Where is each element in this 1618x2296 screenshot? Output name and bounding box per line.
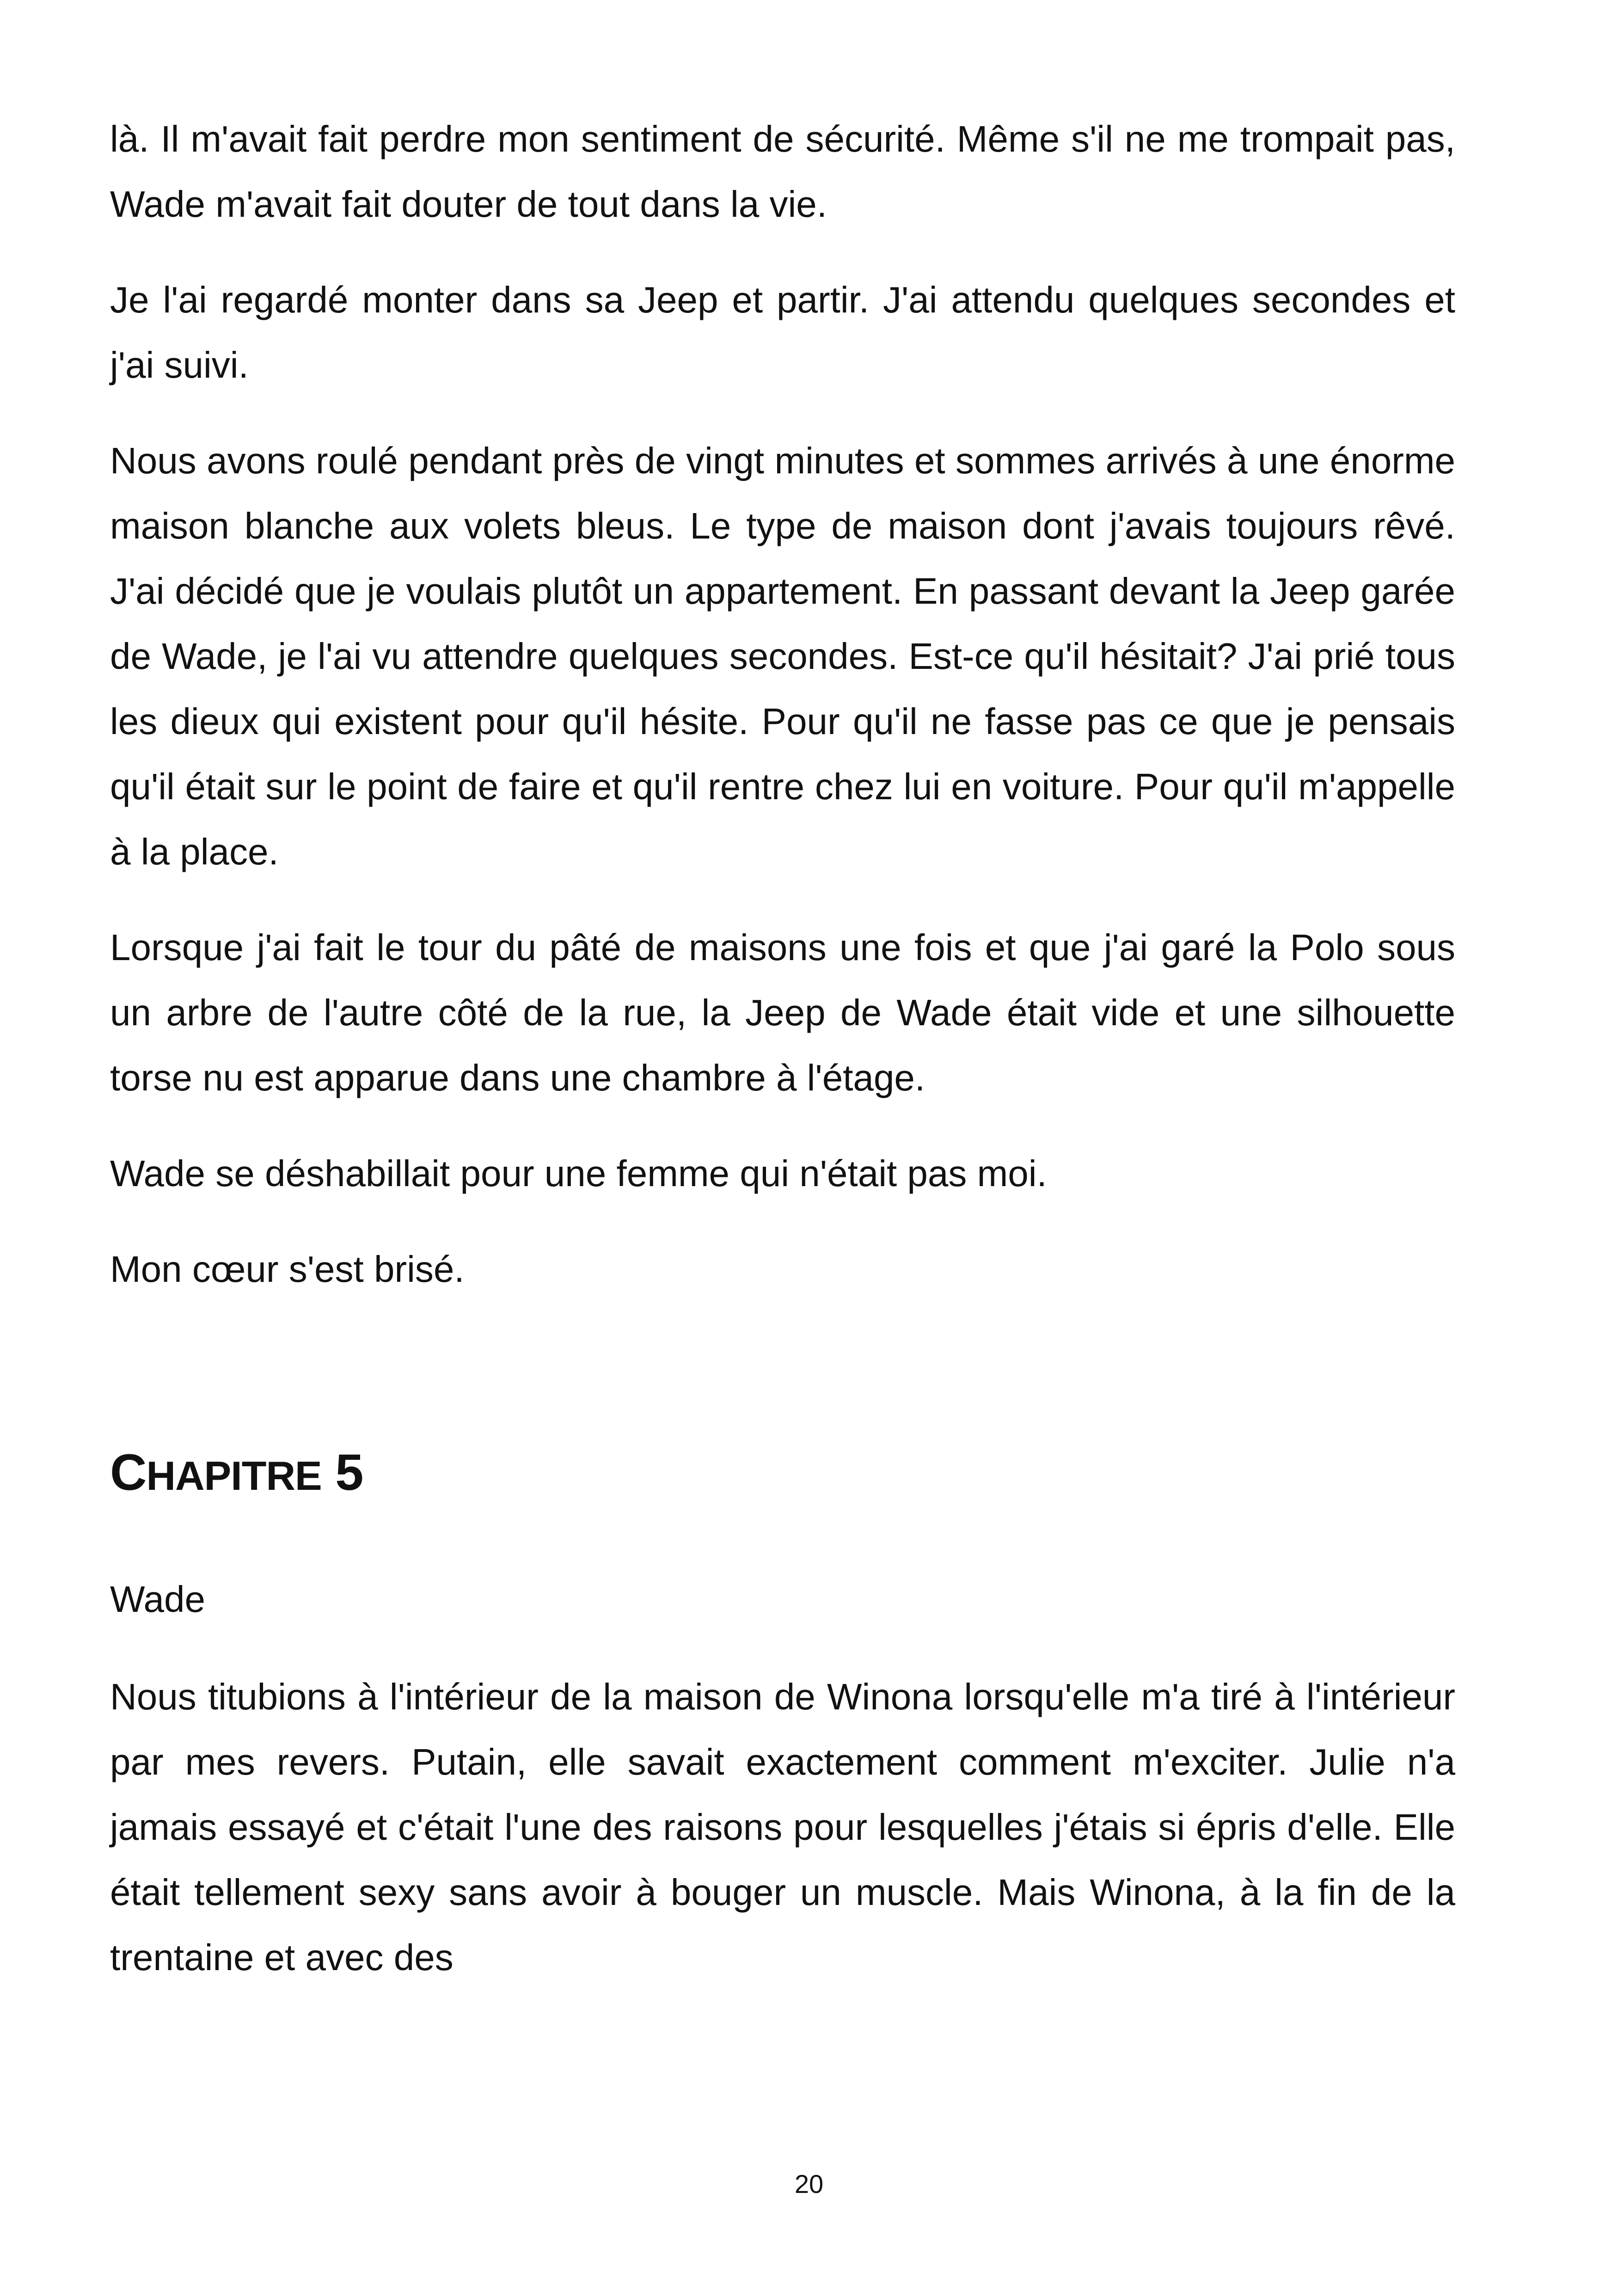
chapter-heading-initial: C (110, 1444, 147, 1501)
paragraph: Nous titubions à l'intérieur de la maison de Winona lorsqu'elle m'a tiré à l'intérieur par mes revers. Putain, elle savait exactement comment m'exciter. Julie n'a jamais essayé et c'était l'une des raisons pour lesquelles j'étais si épris d'elle. Elle était tellement sexy sans avoir à bouger un muscle. Mais Winona, à la fin de la trentaine et avec des (110, 1676, 1455, 1978)
page-number: 20 (794, 2169, 824, 2198)
paragraph: Nous avons roulé pendant près de vingt minutes et sommes arrivés à une énorme maison blanche aux volets bleus. Le type de maison dont j'avais toujours rêvé. J'ai décidé que je voulais plutôt un appartement. En passant devant la Jeep garée de Wade, je l'ai vu attendre quelques secondes. Est-ce qu'il hésitait? J'ai prié tous les dieux qui existent pour qu'il hésite. Pour qu'il ne fasse pas ce que je pensais qu'il était sur le point de faire et qu'il rentre chez lui en voiture. Pour qu'il m'appelle à la place. (110, 440, 1455, 872)
paragraph: Je l'ai regardé monter dans sa Jeep et partir. J'ai attendu quelques secondes et j'ai suivi. (110, 279, 1455, 386)
paragraph: Lorsque j'ai fait le tour du pâté de maisons une fois et que j'ai garé la Polo sous un arbre de l'autre côté de la rue, la Jeep de Wade était vide et une silhouette torse nu est apparue dans une chambre à l'étage. (110, 927, 1455, 1098)
paragraph: là. Il m'avait fait perdre mon sentiment de sécurité. Même s'il ne me trompait pas, Wade m'avait fait douter de tout dans la vie. (110, 118, 1455, 225)
chapter-heading-word: HAPITRE (146, 1453, 322, 1499)
chapter-heading (110, 1436, 1455, 1513)
paragraph: Mon cœur s'est brisé. (110, 1249, 465, 1290)
page-body (110, 106, 1455, 2020)
pov-label: Wade (110, 1579, 206, 1620)
paragraph: Wade se déshabillait pour une femme qui n'était pas moi. (110, 1153, 1047, 1194)
chapter-number: 5 (335, 1444, 363, 1501)
